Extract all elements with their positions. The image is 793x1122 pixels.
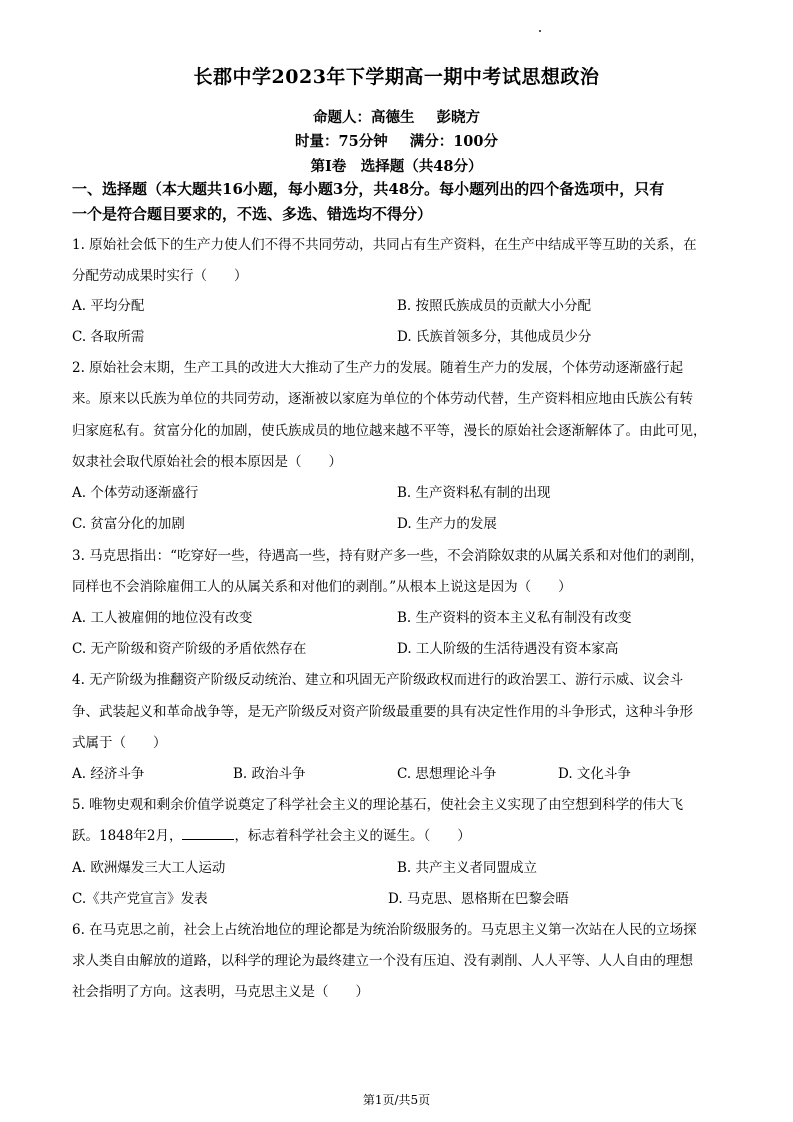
question-6-text: 6. 在马克思之前，社会上占统治地位的理论都是为统治阶级服务的。马克思主义第一次站在人民的立场探 [72,922,697,938]
question-2-text: 来。原来以氏族为单位的共同劳动，逐渐被以家庭为单位的个体劳动代替，生产资料相应地由氏族公有转 [72,391,693,407]
question-2-option-c[interactable]: C. 贫富分化的加剧 [72,516,185,532]
question-2-option-b[interactable]: B. 生产资料私有制的出现 [397,485,551,501]
question-3-option-a[interactable]: A. 工人被雇佣的地位没有改变 [72,610,253,626]
question-6-text: 求人类自由解放的道路，以科学的理论为最终建立一个没有压迫、没有剥削、人人平等、人人自由的理想 [72,953,693,969]
question-2-option-a[interactable]: A. 个体劳动逐渐盛行 [72,485,199,501]
question-4-option-c[interactable]: C. 思想理论斗争 [397,766,497,782]
question-1-option-a[interactable]: A. 平均分配 [72,298,145,314]
question-1-option-c[interactable]: C. 各取所需 [72,329,145,345]
question-1-text: 1. 原始社会低下的生产力使人们不得不共同劳动，共同占有生产资料，在生产中结成平等互助的关系，在 [72,237,697,253]
question-4-text: 4. 无产阶级为推翻资产阶级反动统治、建立和巩固无产阶级政权而进行的政治罢工、游行示威、议会斗 [72,672,684,688]
scan-dot [539,30,541,32]
page-number: 第1页/共5页 [362,1093,431,1107]
score-label: 满分：100分 [409,133,498,150]
section-instructions-line2: 一个是符合题目要求的，不选、多选、错选均不得分） [72,205,433,223]
author-label: 命题人：高德生 [313,109,415,126]
question-4-option-a[interactable]: A. 经济斗争 [72,766,145,782]
author-line [0,106,793,127]
question-1-option-b[interactable]: B. 按照氏族成员的贡献大小分配 [397,298,592,314]
fill-in-blank [182,827,234,840]
question-3-text: 同样也不会消除雇佣工人的从属关系和对他们的剥削。”从根本上说这是因为（ ） [72,579,572,595]
question-3-option-c[interactable]: C. 无产阶级和资产阶级的矛盾依然存在 [72,641,307,657]
question-4-option-d[interactable]: D. 文化斗争 [558,766,631,782]
question-2-text: 2. 原始社会末期，生产工具的改进大大推动了生产力的发展。随着生产力的发展，个体劳动逐渐盛行起 [72,360,684,376]
question-5-option-d[interactable]: D. 马克思、恩格斯在巴黎会晤 [388,891,569,907]
question-5-text: 5. 唯物史观和剩余价值学说奠定了科学社会主义的理论基石，使社会主义实现了由空想到科学的伟大飞 [72,797,684,813]
question-3-option-b[interactable]: B. 生产资料的资本主义私有制没有改变 [397,610,632,626]
time-label: 时量：75分钟 [295,133,388,150]
question-5-option-c[interactable]: C.《共产党宣言》发表 [72,891,208,907]
question-3-text: 3. 马克思指出：“吃穿好一些，待遇高一些，持有财产多一些，不会消除奴隶的从属关系和对他们的剥削， [72,548,704,564]
question-3-option-d[interactable]: D. 工人阶级的生活待遇没有资本家高 [397,641,619,657]
question-2-option-d[interactable]: D. 生产力的发展 [397,516,497,532]
question-4-option-b[interactable]: B. 政治斗争 [233,766,306,782]
question-5-text [72,824,732,844]
question-1-option-d[interactable]: D. 氏族首领多分，其他成员少分 [397,329,592,345]
timing-line [0,130,793,151]
question-4-text: 式属于（ ） [72,735,167,751]
volume-heading: 第Ⅰ卷 选择题（共48分） [310,158,483,175]
question-4-text: 争、武装起义和革命战争等，是无产阶级反对资产阶级最重要的具有决定性作用的斗争形式，这种斗争形 [72,704,693,720]
question-5-tail: ，标志着科学社会主义的诞生。（ ） [234,828,471,844]
question-5-option-a[interactable]: A. 欧洲爆发三大工人运动 [72,860,226,876]
question-1-text: 分配劳动成果时实行（ ） [72,268,248,284]
exam-title: 长郡中学2023年下学期高一期中考试思想政治 [193,66,600,88]
author-second: 彭晓方 [436,109,480,126]
question-2-text: 归家庭私有。贫富分化的加剧，使氏族成员的地位越来越不平等，漫长的原始社会逐渐解体了。由此可见， [72,423,707,439]
section-instructions-line1: 一、选择题（本大题共16小题，每小题3分，共48分。每小题列出的四个备选项中，只有 [72,180,665,198]
question-2-text: 奴隶社会取代原始社会的根本原因是（ ） [72,454,342,470]
question-5-option-b[interactable]: B. 共产主义者同盟成立 [397,860,538,876]
question-5-lead: 跃。1848年2月， [72,828,183,844]
question-6-text: 社会指明了方向。这表明，马克思主义是（ ） [72,984,369,1000]
